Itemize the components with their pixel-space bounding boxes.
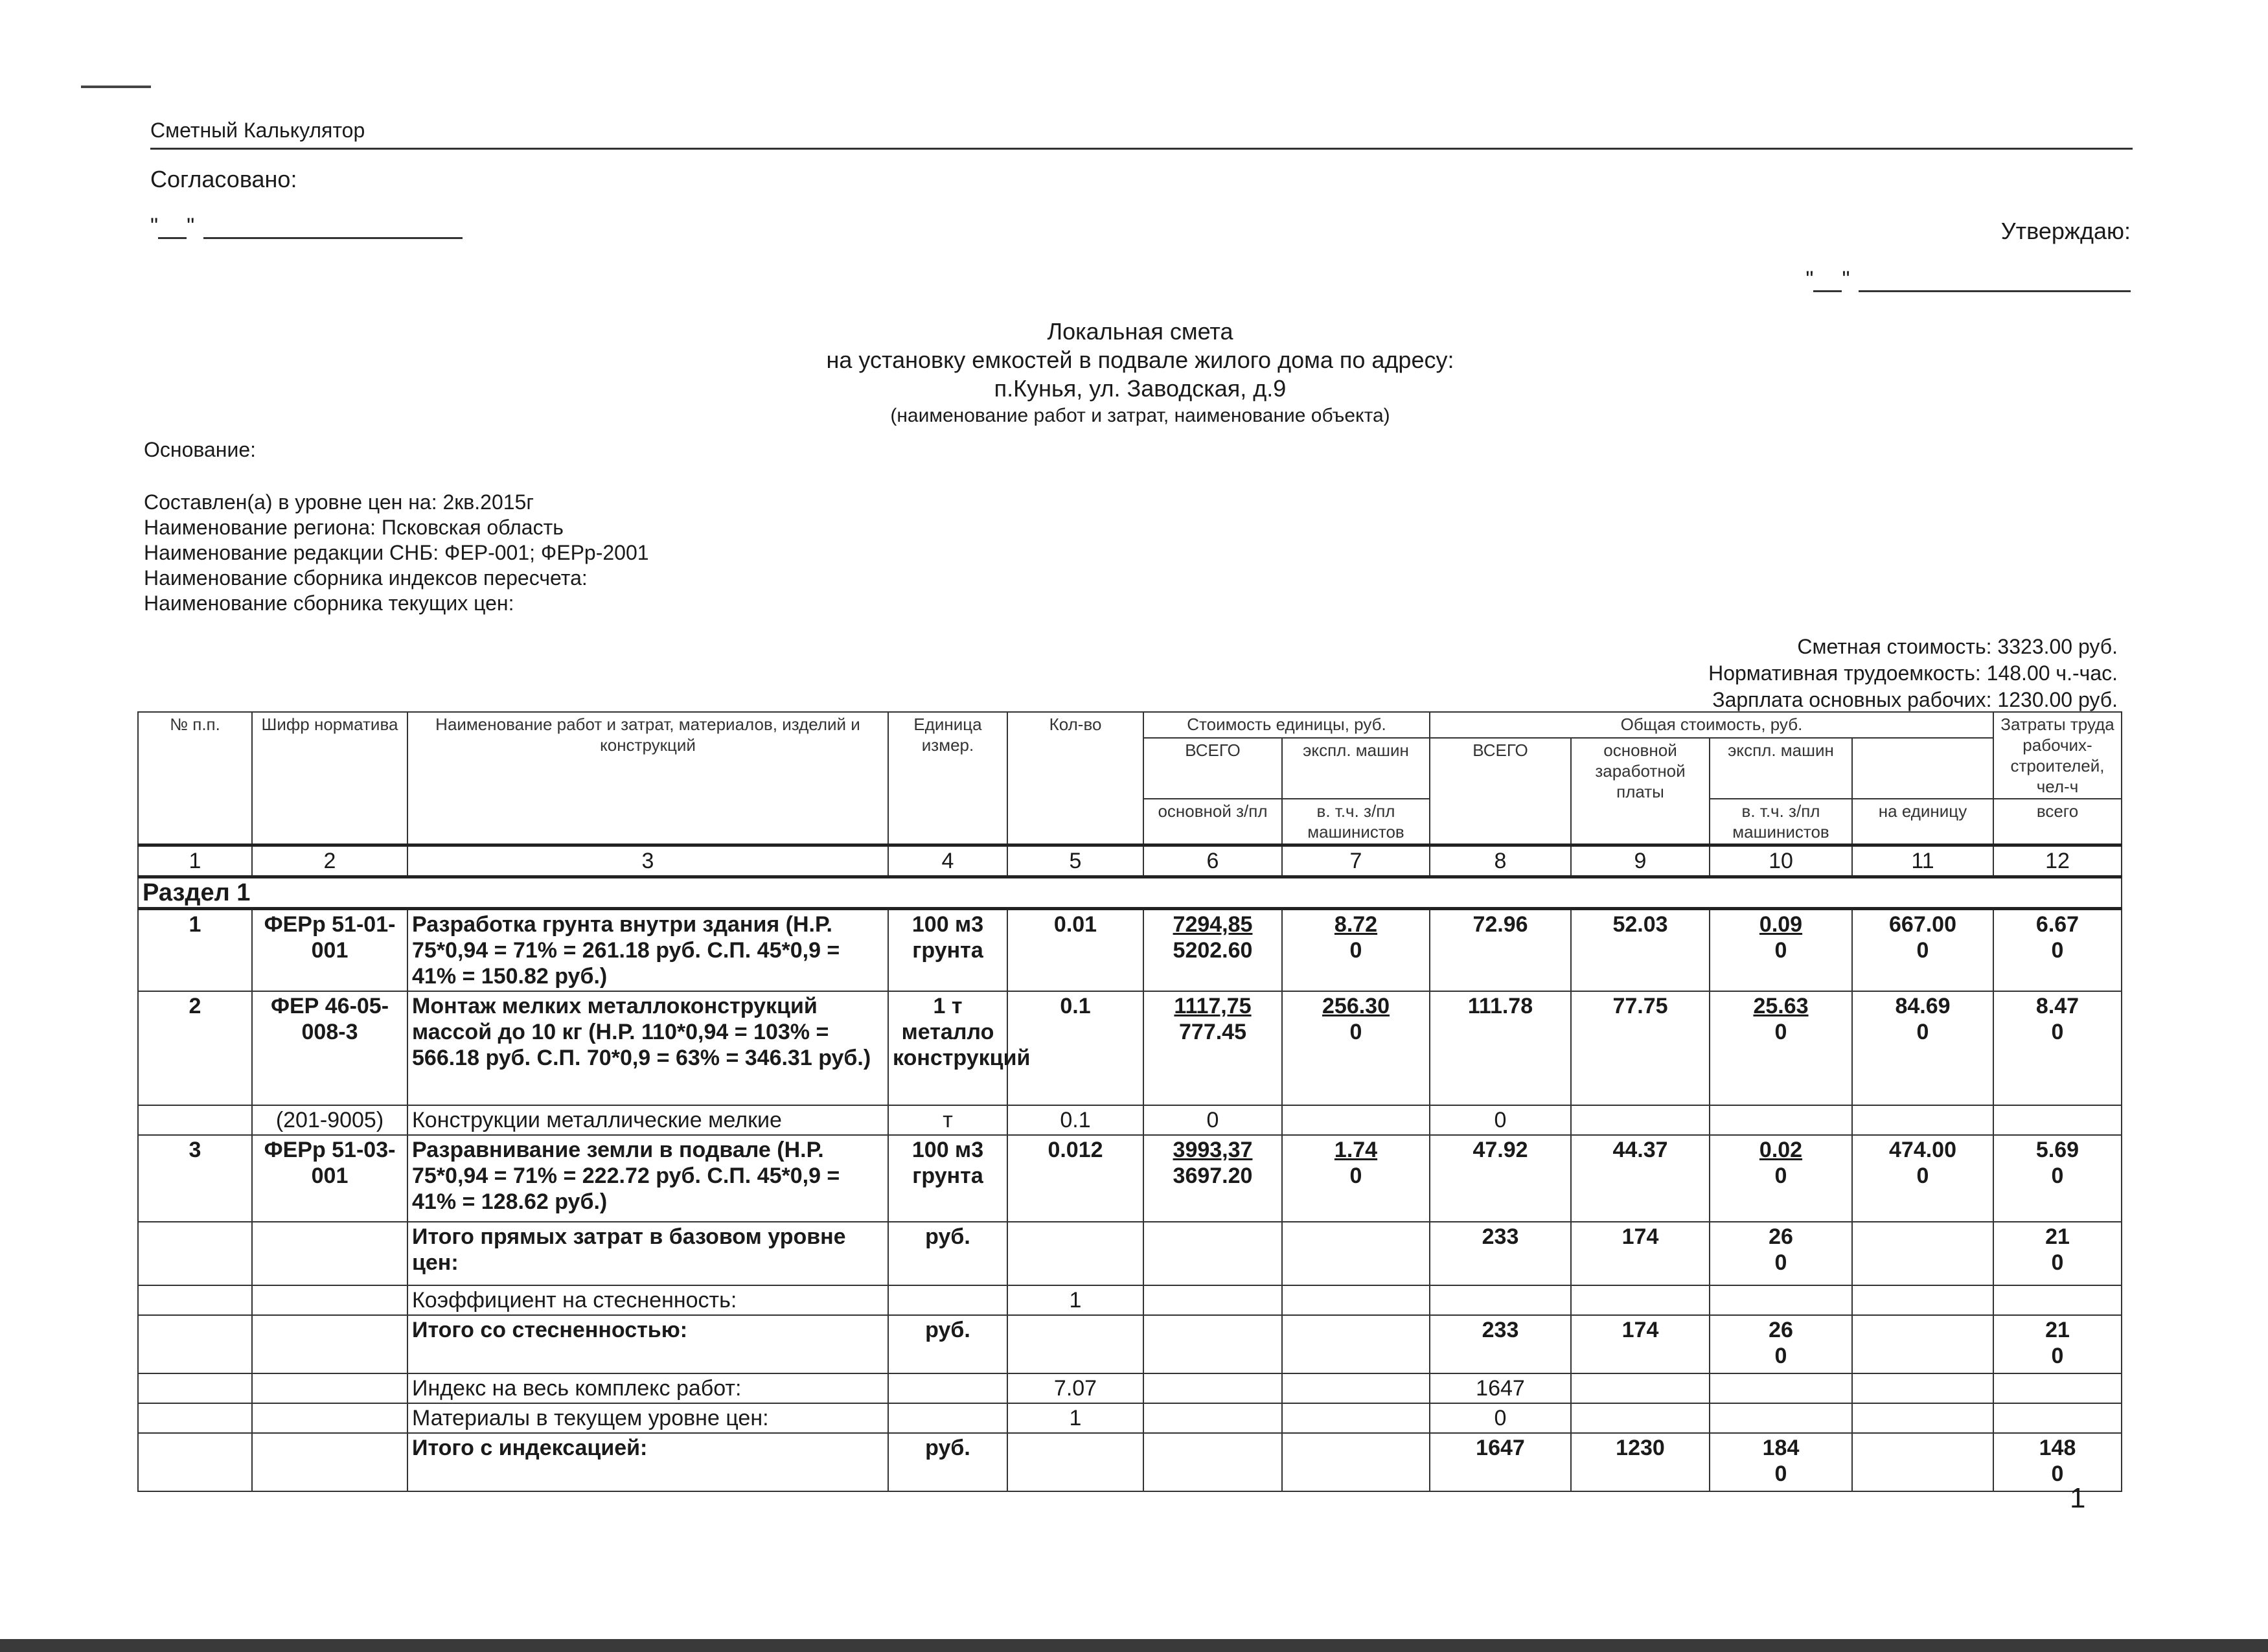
summary-labor-value: 21 xyxy=(2045,1318,2070,1342)
table-row xyxy=(138,991,2122,1105)
row-labor-unit xyxy=(1852,1135,1993,1222)
row-code: (201-9005) xyxy=(252,1105,407,1135)
column-number: 10 xyxy=(1710,845,1852,877)
unit-cost-wage: 777.45 xyxy=(1179,1020,1246,1044)
row-total-machine xyxy=(1710,991,1852,1105)
table-row xyxy=(138,1105,2122,1135)
row-labor-unit xyxy=(1852,991,1993,1105)
agreed-label: Согласовано: xyxy=(150,166,297,192)
column-number: 9 xyxy=(1571,845,1710,877)
summary-row xyxy=(138,1433,2122,1491)
title-line-2: на установку емкостей в подвале жилого дома по адресу: xyxy=(826,347,1454,373)
summary-row xyxy=(138,1373,2122,1403)
region: Наименование региона: Псковская область xyxy=(144,516,564,539)
row-total-all: 47.92 xyxy=(1430,1135,1571,1222)
row-total-all xyxy=(1430,1285,1571,1315)
row-unit-machine xyxy=(1282,1403,1430,1433)
labor-total: 8.47 xyxy=(2035,994,2079,1018)
row-total-machine xyxy=(1710,1105,1852,1135)
summary-name: Индекс на весь комплекс работ: xyxy=(407,1373,888,1403)
header-total-cost: Общая стоимость, руб. xyxy=(1430,712,1993,738)
basis-label: Основание: xyxy=(144,438,257,461)
row-code xyxy=(252,1373,407,1403)
row-name: Монтаж мелких металлоконструкций массой до 10 кг (Н.Р. 110*0,94 = 103% = 566.18 руб. С.П. 70*0,9 = 63% = 346.31 руб.) xyxy=(407,991,888,1105)
row-labor-unit xyxy=(1852,1433,1993,1491)
summary-unit: руб. xyxy=(888,1433,1007,1491)
row-total-wage: 77.75 xyxy=(1571,991,1710,1105)
header-rule xyxy=(150,148,2133,150)
estimate-table xyxy=(137,711,2122,1492)
total-operators: 0 xyxy=(1774,1020,1787,1044)
row-total-wage xyxy=(1571,1373,1710,1403)
labor-total-2: 0 xyxy=(2051,1164,2064,1188)
summary-total: 1647 xyxy=(1430,1433,1571,1491)
labor-unit-2: 0 xyxy=(1916,1020,1929,1044)
unit-operators: 0 xyxy=(1349,1020,1362,1044)
day-blank xyxy=(1813,268,1842,292)
summary-machine xyxy=(1710,1433,1852,1491)
summary-name: Коэффициент на стесненность: xyxy=(407,1285,888,1315)
row-unit: 100 м3 грунта xyxy=(888,909,1007,992)
labor-unit-2: 0 xyxy=(1916,938,1929,963)
row-labor-total xyxy=(1993,1403,2122,1433)
summary-qty: 1 xyxy=(1007,1403,1143,1433)
header-num: № п.п. xyxy=(138,712,252,845)
row-unit-machine xyxy=(1282,1105,1430,1135)
header-per-unit: на единицу xyxy=(1852,799,1993,845)
row-unit: т xyxy=(888,1105,1007,1135)
row-unit-cost xyxy=(1143,1403,1282,1433)
signature-blank xyxy=(203,215,463,239)
row-name: Разравнивание земли в подвале (Н.Р. 75*0,94 = 71% = 222.72 руб. С.П. 45*0,9 = 41% = 128.62 руб.) xyxy=(407,1135,888,1222)
summary-labor xyxy=(1993,1222,2122,1285)
scanner-edge-band xyxy=(0,1639,2268,1652)
summary-operators: 0 xyxy=(1774,1250,1787,1275)
row-code: ФЕР 46-05-008-3 xyxy=(252,991,407,1105)
row-total-wage xyxy=(1571,1285,1710,1315)
summary-row xyxy=(138,1222,2122,1285)
row-labor-total xyxy=(1993,991,2122,1105)
row-unit-machine xyxy=(1282,1433,1430,1491)
row-num: 3 xyxy=(138,1135,252,1222)
row-unit: 100 м3 грунта xyxy=(888,1135,1007,1222)
meta-block xyxy=(144,490,649,616)
row-num xyxy=(138,1315,252,1373)
row-total-wage xyxy=(1571,1403,1710,1433)
quote-open: " xyxy=(1805,267,1814,292)
summary-machine-exp: 26 xyxy=(1769,1224,1793,1249)
row-labor-total xyxy=(1993,1285,2122,1315)
row-unit-machine xyxy=(1282,991,1430,1105)
row-labor-total xyxy=(1993,1135,2122,1222)
unit-cost-wage: 3697.20 xyxy=(1173,1164,1253,1188)
row-unit-cost xyxy=(1143,991,1282,1105)
unit-operators: 0 xyxy=(1349,938,1362,963)
summary-total: 233 xyxy=(1430,1315,1571,1373)
header-unit-cost: Стоимость единицы, руб. xyxy=(1143,712,1430,738)
snb-edition: Наименование редакции СНБ: ФЕР-001; ФЕРр-2001 xyxy=(144,541,649,564)
unit-machine-exp: 1.74 xyxy=(1334,1138,1378,1162)
summary-total: 0 xyxy=(1430,1403,1571,1433)
row-labor-unit xyxy=(1852,1105,1993,1135)
labor-intensity: Нормативная трудоемкость: 148.00 ч.-час. xyxy=(1708,661,2118,685)
header-code: Шифр норматива xyxy=(252,712,407,845)
row-num xyxy=(138,1373,252,1403)
document-title xyxy=(648,317,1632,429)
agreed-signature-line xyxy=(150,214,463,239)
row-total-machine xyxy=(1710,1373,1852,1403)
header-labor-total: всего xyxy=(1993,799,2122,845)
total-machine-exp: 0.09 xyxy=(1759,912,1803,937)
row-unit-cost xyxy=(1143,1433,1282,1491)
table-row xyxy=(138,1135,2122,1222)
column-number: 3 xyxy=(407,845,888,877)
row-labor-total xyxy=(1993,1105,2122,1135)
labor-total: 6.67 xyxy=(2035,912,2079,937)
labor-unit: 474.00 xyxy=(1889,1138,1956,1162)
column-number: 4 xyxy=(888,845,1007,877)
row-total-wage: 52.03 xyxy=(1571,909,1710,992)
summary-total: 233 xyxy=(1430,1222,1571,1285)
row-num xyxy=(138,1403,252,1433)
row-name: Конструкции металлические мелкие xyxy=(407,1105,888,1135)
approve-label: Утверждаю: xyxy=(2000,218,2131,244)
title-line-1: Локальная смета xyxy=(1047,318,1233,345)
totals-block xyxy=(1708,634,2118,713)
summary-wage: 174 xyxy=(1571,1222,1710,1285)
row-total-machine xyxy=(1710,1135,1852,1222)
approve-signature-line xyxy=(1805,267,2131,292)
row-code xyxy=(252,1433,407,1491)
summary-labor xyxy=(1993,1315,2122,1373)
signature-blank xyxy=(1859,268,2131,292)
total-machine-exp: 0.02 xyxy=(1759,1138,1803,1162)
program-name: Сметный Калькулятор xyxy=(150,119,365,142)
row-unit-cost xyxy=(1143,909,1282,992)
row-qty: 0.01 xyxy=(1007,909,1143,992)
header-unit: Единица измер. xyxy=(888,712,1007,845)
summary-name: Итого с индексацией: xyxy=(407,1433,888,1491)
labor-total-2: 0 xyxy=(2051,938,2064,963)
row-qty: 0.1 xyxy=(1007,991,1143,1105)
row-code xyxy=(252,1403,407,1433)
summary-machine xyxy=(1710,1222,1852,1285)
unit-cost-wage: 5202.60 xyxy=(1173,938,1253,963)
summary-name: Материалы в текущем уровне цен: xyxy=(407,1403,888,1433)
row-unit-cost xyxy=(1143,1135,1282,1222)
title-line-3: п.Кунья, ул. Заводская, д.9 xyxy=(994,375,1287,402)
summary-labor xyxy=(1993,1433,2122,1491)
summary-machine-exp: 26 xyxy=(1769,1318,1793,1342)
summary-unit: руб. xyxy=(888,1315,1007,1373)
summary-machine xyxy=(1710,1315,1852,1373)
unit-cost-all: 3993,37 xyxy=(1173,1138,1253,1162)
row-total-all: 0 xyxy=(1430,1105,1571,1135)
current-prices-collection: Наименование сборника текущих цен: xyxy=(144,591,514,615)
unit-operators: 0 xyxy=(1349,1164,1362,1188)
summary-qty: 1 xyxy=(1007,1285,1143,1315)
row-total-wage: 44.37 xyxy=(1571,1135,1710,1222)
table-header-row xyxy=(138,712,2122,738)
header-base-wages-total: основной заработной платы xyxy=(1571,738,1710,845)
row-qty xyxy=(1007,1222,1143,1285)
row-code xyxy=(252,1315,407,1373)
row-unit-machine xyxy=(1282,1222,1430,1285)
page-number: 1 xyxy=(2070,1482,2086,1514)
summary-machine-exp: 184 xyxy=(1762,1436,1800,1460)
row-unit-cost xyxy=(1143,1373,1282,1403)
row-labor-total xyxy=(1993,909,2122,992)
title-line-4: (наименование работ и затрат, наименование объекта) xyxy=(890,405,1390,426)
index-collection: Наименование сборника индексов пересчета: xyxy=(144,566,588,590)
corner-mark xyxy=(81,86,151,88)
header-incl-operators: в. т.ч. з/пл машинистов xyxy=(1282,799,1430,845)
row-num xyxy=(138,1105,252,1135)
unit-cost-all: 1117,75 xyxy=(1174,994,1252,1018)
unit-machine-exp: 8.72 xyxy=(1334,912,1378,937)
summary-unit: руб. xyxy=(888,1222,1007,1285)
row-labor-unit xyxy=(1852,909,1993,992)
header-base-wage: основной з/пл xyxy=(1143,799,1282,845)
row-num: 1 xyxy=(138,909,252,992)
summary-labor-value-2: 0 xyxy=(2051,1462,2064,1486)
row-num: 2 xyxy=(138,991,252,1105)
wages: Зарплата основных рабочих: 1230.00 руб. xyxy=(1712,688,2118,711)
header-total-all: ВСЕГО xyxy=(1430,738,1571,845)
header-incl-operators-total: в. т.ч. з/пл машинистов xyxy=(1710,799,1852,845)
row-unit-machine xyxy=(1282,909,1430,992)
quote-close: " xyxy=(1842,267,1850,292)
row-unit-machine xyxy=(1282,1135,1430,1222)
summary-operators: 0 xyxy=(1774,1462,1787,1486)
column-numbers-row xyxy=(138,845,2122,877)
summary-labor-value-2: 0 xyxy=(2051,1344,2064,1368)
quote-close: " xyxy=(187,214,195,238)
summary-qty: 7.07 xyxy=(1007,1373,1143,1403)
day-blank xyxy=(158,215,187,239)
row-qty: 0.1 xyxy=(1007,1105,1143,1135)
total-machine-exp: 25.63 xyxy=(1753,994,1809,1018)
row-unit xyxy=(888,1373,1007,1403)
row-unit xyxy=(888,1285,1007,1315)
column-number: 6 xyxy=(1143,845,1282,877)
table-row xyxy=(138,909,2122,992)
summary-wage: 1230 xyxy=(1571,1433,1710,1491)
row-labor-total xyxy=(1993,1373,2122,1403)
column-number: 2 xyxy=(252,845,407,877)
labor-unit: 667.00 xyxy=(1889,912,1956,937)
row-labor-unit xyxy=(1852,1373,1993,1403)
summary-labor-value-2: 0 xyxy=(2051,1250,2064,1275)
estimated-cost: Сметная стоимость: 3323.00 руб. xyxy=(1797,635,2118,658)
row-unit-cost xyxy=(1143,1285,1282,1315)
labor-total: 5.69 xyxy=(2035,1138,2079,1162)
row-labor-unit xyxy=(1852,1285,1993,1315)
header-qty: Кол-во xyxy=(1007,712,1143,845)
header-machine-exp-total: экспл. машин xyxy=(1710,738,1852,799)
row-unit-machine xyxy=(1282,1285,1430,1315)
row-code: ФЕРр 51-01-001 xyxy=(252,909,407,992)
row-total-wage xyxy=(1571,1105,1710,1135)
summary-row xyxy=(138,1285,2122,1315)
summary-operators: 0 xyxy=(1774,1344,1787,1368)
row-num xyxy=(138,1222,252,1285)
unit-cost-all: 7294,85 xyxy=(1173,912,1253,937)
column-number: 8 xyxy=(1430,845,1571,877)
row-name: Разработка грунта внутри здания (Н.Р. 75*0,94 = 71% = 261.18 руб. С.П. 45*0,9 = 41% = 150.82 руб.) xyxy=(407,909,888,992)
row-qty xyxy=(1007,1433,1143,1491)
labor-unit-2: 0 xyxy=(1916,1164,1929,1188)
quote-open: " xyxy=(150,214,159,238)
header-machine-exp: экспл. машин xyxy=(1282,738,1430,799)
row-unit-cost xyxy=(1143,1315,1282,1373)
labor-total-2: 0 xyxy=(2051,1020,2064,1044)
row-labor-unit xyxy=(1852,1222,1993,1285)
row-qty: 0.012 xyxy=(1007,1135,1143,1222)
summary-row xyxy=(138,1403,2122,1433)
row-qty xyxy=(1007,1315,1143,1373)
summary-labor-value: 148 xyxy=(2039,1436,2076,1460)
section-title: Раздел 1 xyxy=(138,877,2122,909)
column-number: 1 xyxy=(138,845,252,877)
row-unit-machine xyxy=(1282,1315,1430,1373)
row-total-machine xyxy=(1710,1285,1852,1315)
summary-name: Итого со стесненностью: xyxy=(407,1315,888,1373)
summary-row xyxy=(138,1315,2122,1373)
row-total-all: 111.78 xyxy=(1430,991,1571,1105)
column-number: 5 xyxy=(1007,845,1143,877)
row-code xyxy=(252,1285,407,1315)
total-operators: 0 xyxy=(1774,938,1787,963)
total-operators: 0 xyxy=(1774,1164,1787,1188)
header-name: Наименование работ и затрат, материалов, изделий и конструкций xyxy=(407,712,888,845)
row-total-machine xyxy=(1710,1403,1852,1433)
row-total-all: 72.96 xyxy=(1430,909,1571,992)
section-row xyxy=(138,877,2122,909)
summary-wage: 174 xyxy=(1571,1315,1710,1373)
unit-machine-exp: 256.30 xyxy=(1322,994,1390,1018)
row-labor-unit xyxy=(1852,1315,1993,1373)
summary-name: Итого прямых затрат в базовом уровне цен: xyxy=(407,1222,888,1285)
summary-labor-value: 21 xyxy=(2045,1224,2070,1249)
header-all: ВСЕГО xyxy=(1143,738,1282,799)
column-number: 11 xyxy=(1852,845,1993,877)
header-labor: Затраты труда рабочих-строителей, чел-ч xyxy=(1993,712,2122,799)
column-number: 7 xyxy=(1282,845,1430,877)
row-unit-cost: 0 xyxy=(1143,1105,1282,1135)
row-unit-machine xyxy=(1282,1373,1430,1403)
row-labor-unit xyxy=(1852,1403,1993,1433)
labor-unit: 84.69 xyxy=(1895,994,1951,1018)
row-code: ФЕРр 51-03-001 xyxy=(252,1135,407,1222)
row-unit: 1 т металло конструкций xyxy=(888,991,1007,1105)
column-number: 12 xyxy=(1993,845,2122,877)
row-code xyxy=(252,1222,407,1285)
row-unit xyxy=(888,1403,1007,1433)
row-num xyxy=(138,1433,252,1491)
price-level: Составлен(а) в уровне цен на: 2кв.2015г xyxy=(144,490,534,514)
row-unit-cost xyxy=(1143,1222,1282,1285)
row-total-machine xyxy=(1710,909,1852,992)
row-num xyxy=(138,1285,252,1315)
summary-total: 1647 xyxy=(1430,1373,1571,1403)
